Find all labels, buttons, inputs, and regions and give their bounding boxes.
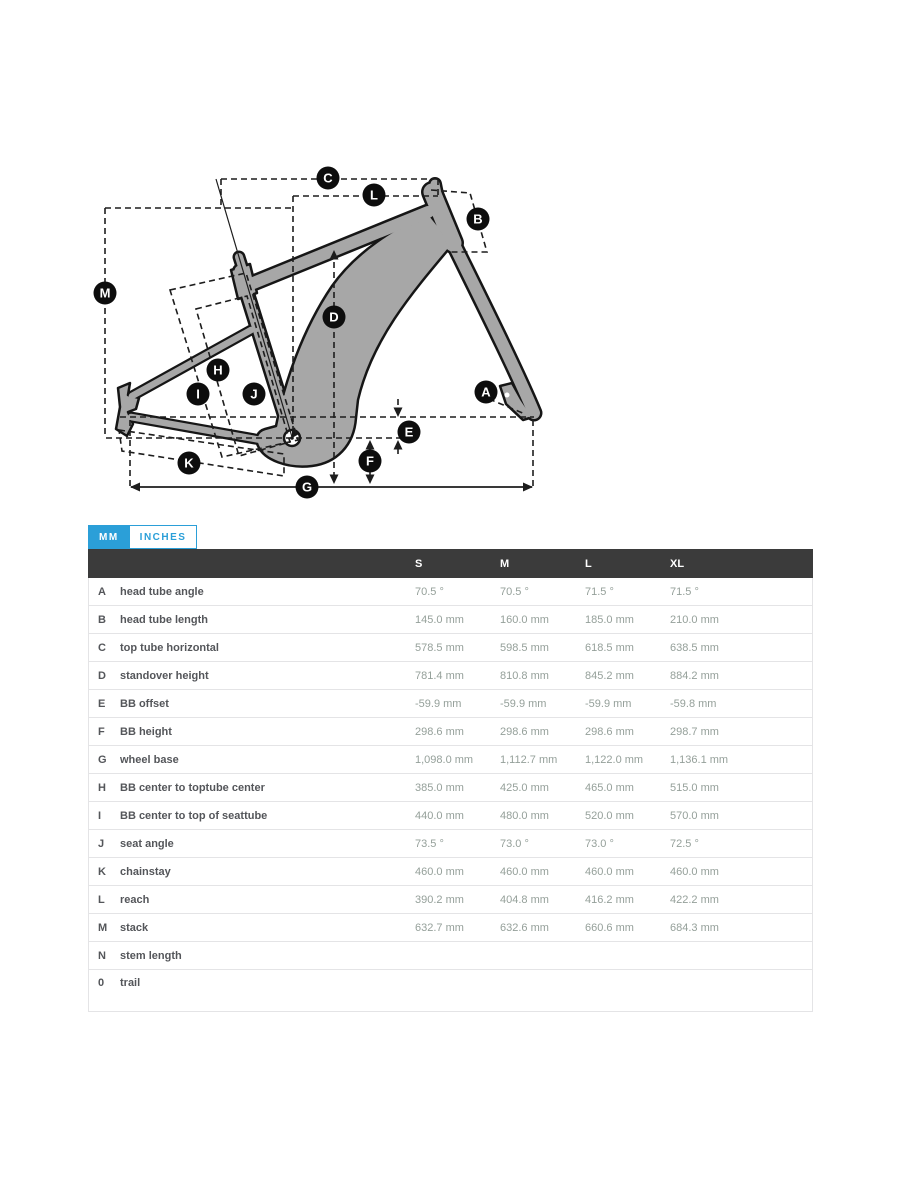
value-xl: 684.3 mm	[670, 921, 719, 934]
header-size-s: S	[415, 557, 423, 570]
value-l: -59.9 mm	[585, 697, 632, 710]
bike-frame-drawing	[0, 0, 900, 520]
row-letter: F	[98, 725, 105, 738]
table-header	[88, 549, 813, 578]
value-xl: 71.5 °	[670, 585, 699, 598]
value-l: 416.2 mm	[585, 893, 634, 906]
svg-text:J: J	[250, 386, 258, 402]
value-s: 385.0 mm	[415, 781, 464, 794]
value-s: 70.5 °	[415, 585, 444, 598]
row-letter: A	[98, 585, 106, 598]
value-s: -59.9 mm	[415, 697, 462, 710]
svg-text:C: C	[323, 170, 333, 186]
value-l: 460.0 mm	[585, 865, 634, 878]
badge-F	[359, 450, 382, 473]
table-row	[89, 634, 812, 662]
value-s: 390.2 mm	[415, 893, 464, 906]
row-name: head tube length	[120, 613, 208, 626]
row-name: stack	[120, 921, 149, 934]
row-name: chainstay	[120, 865, 171, 878]
row-letter: 0	[98, 977, 105, 989]
value-s: 73.5 °	[415, 837, 444, 850]
value-xl: 884.2 mm	[670, 669, 719, 682]
table-row	[89, 858, 812, 886]
geometry-table	[88, 549, 813, 1012]
svg-text:D: D	[329, 309, 339, 325]
row-name: stem length	[120, 949, 182, 962]
table-row	[89, 942, 812, 970]
value-s: 1,098.0 mm	[415, 753, 474, 766]
value-l: 71.5 °	[585, 585, 614, 598]
value-s: 632.7 mm	[415, 921, 464, 934]
row-name: head tube angle	[120, 585, 204, 598]
row-letter: C	[98, 641, 106, 654]
row-letter: E	[98, 697, 106, 710]
value-s: 460.0 mm	[415, 865, 464, 878]
badge-D	[323, 306, 346, 329]
svg-text:M: M	[99, 285, 111, 301]
badge-E	[398, 421, 421, 444]
value-s: 440.0 mm	[415, 809, 464, 822]
row-name: BB center to toptube center	[120, 781, 265, 794]
value-m: 70.5 °	[500, 585, 529, 598]
svg-text:F: F	[366, 453, 374, 469]
table-row	[89, 718, 812, 746]
row-name: reach	[120, 893, 150, 906]
value-l: 465.0 mm	[585, 781, 634, 794]
header-size-l: L	[585, 557, 592, 570]
table-row	[89, 830, 812, 858]
svg-text:K: K	[184, 455, 194, 471]
value-xl: 1,136.1 mm	[670, 753, 729, 766]
table-row	[89, 970, 812, 1011]
row-letter: N	[98, 949, 106, 962]
row-name: standover height	[120, 669, 209, 682]
value-xl: 422.2 mm	[670, 893, 719, 906]
row-letter: B	[98, 613, 106, 626]
row-letter: D	[98, 669, 106, 682]
row-name: BB center to top of seattube	[120, 809, 268, 822]
value-xl: 72.5 °	[670, 837, 699, 850]
row-name: trail	[120, 977, 141, 989]
value-xl: 210.0 mm	[670, 613, 719, 626]
row-letter: L	[98, 893, 105, 906]
svg-text:G: G	[301, 479, 313, 495]
row-name: BB offset	[120, 697, 169, 710]
header-size-m: M	[500, 557, 510, 570]
value-m: 810.8 mm	[500, 669, 549, 682]
row-letter: H	[98, 781, 106, 794]
value-m: 298.6 mm	[500, 725, 549, 738]
table-row	[89, 662, 812, 690]
row-name: seat angle	[120, 837, 174, 850]
row-name: top tube horizontal	[120, 641, 219, 654]
value-xl: 515.0 mm	[670, 781, 719, 794]
row-letter: K	[98, 865, 106, 878]
badge-L	[363, 184, 386, 207]
badge-J	[243, 383, 266, 406]
badge-G	[296, 476, 319, 499]
row-letter: J	[98, 837, 105, 850]
value-m: 632.6 mm	[500, 921, 549, 934]
value-s: 578.5 mm	[415, 641, 464, 654]
badge-I	[187, 383, 210, 406]
row-name: wheel base	[120, 753, 179, 766]
value-m: 425.0 mm	[500, 781, 549, 794]
value-m: 460.0 mm	[500, 865, 549, 878]
svg-text:E: E	[404, 424, 414, 440]
value-l: 660.6 mm	[585, 921, 634, 934]
value-l: 298.6 mm	[585, 725, 634, 738]
value-xl: 460.0 mm	[670, 865, 719, 878]
value-xl: -59.8 mm	[670, 697, 717, 710]
table-row	[89, 606, 812, 634]
svg-text:H: H	[213, 362, 223, 378]
table-row	[89, 690, 812, 718]
table-row	[89, 914, 812, 942]
badge-K	[178, 452, 201, 475]
badge-B	[467, 208, 490, 231]
svg-text:A: A	[481, 384, 491, 400]
badge-C	[317, 167, 340, 190]
header-size-xl: XL	[670, 557, 685, 570]
svg-text:I: I	[196, 386, 200, 402]
value-s: 145.0 mm	[415, 613, 464, 626]
badge-H	[207, 359, 230, 382]
value-l: 185.0 mm	[585, 613, 634, 626]
value-l: 618.5 mm	[585, 641, 634, 654]
table-row	[89, 802, 812, 830]
svg-text:B: B	[473, 211, 483, 227]
value-s: 781.4 mm	[415, 669, 464, 682]
value-m: 1,112.7 mm	[500, 753, 558, 766]
table-row	[89, 886, 812, 914]
value-s: 298.6 mm	[415, 725, 464, 738]
value-xl: 298.7 mm	[670, 725, 719, 738]
unit-tabs	[88, 525, 197, 549]
row-name: BB height	[120, 725, 172, 738]
row-letter: G	[98, 753, 107, 766]
value-l: 1,122.0 mm	[585, 753, 644, 766]
value-m: 73.0 °	[500, 837, 529, 850]
value-m: 160.0 mm	[500, 613, 549, 626]
tab-mm[interactable]: MM	[88, 525, 130, 549]
axle-slot	[505, 393, 510, 398]
row-letter: I	[98, 809, 102, 822]
value-m: -59.9 mm	[500, 697, 547, 710]
frame-geometry-diagram	[0, 0, 900, 520]
value-m: 480.0 mm	[500, 809, 549, 822]
table-row	[89, 774, 812, 802]
value-m: 404.8 mm	[500, 893, 549, 906]
table-body	[88, 578, 813, 1012]
table-row	[89, 578, 812, 606]
svg-text:L: L	[370, 187, 378, 203]
value-l: 73.0 °	[585, 837, 614, 850]
tab-inches[interactable]: INCHES	[130, 525, 198, 549]
value-xl: 570.0 mm	[670, 809, 719, 822]
value-xl: 638.5 mm	[670, 641, 719, 654]
value-m: 598.5 mm	[500, 641, 549, 654]
row-letter: M	[98, 921, 108, 934]
badge-M	[94, 282, 117, 305]
table-row	[89, 746, 812, 774]
badge-A	[475, 381, 498, 404]
value-l: 845.2 mm	[585, 669, 634, 682]
value-l: 520.0 mm	[585, 809, 634, 822]
